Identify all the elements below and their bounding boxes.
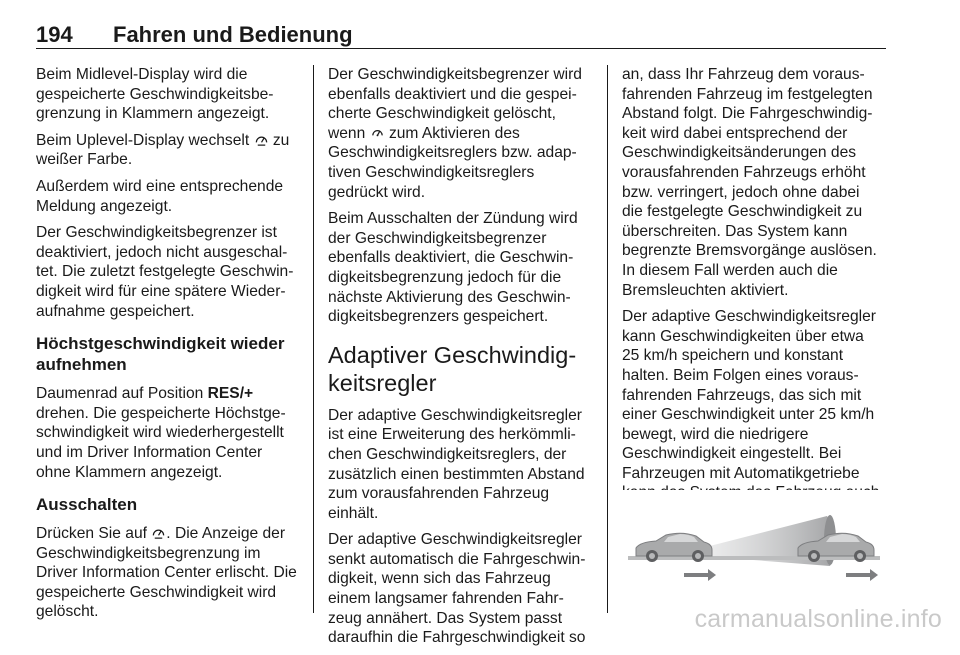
res-plus-label: RES/+ [207, 385, 254, 403]
adaptive-cruise-illustration [622, 490, 886, 600]
paragraph: Beim Midlevel-Display wird die gespeicherte Geschwindigkeitsbe- grenzung in Klammern angezeigt. [36, 66, 274, 123]
chapter-title: Fahren und Bedienung [113, 22, 353, 47]
speed-limiter-icon [254, 132, 269, 147]
road [628, 556, 880, 560]
paragraph: Der Geschwindigkeitsbegrenzer ist deaktiviert, jedoch nicht ausgeschal- tet. Die zuletzt festgelegte Geschwin- digkeit wird für eine spätere Wieder- aufnahme gespeichert. [36, 224, 294, 320]
text-span: Drücken Sie auf [36, 525, 152, 543]
column-divider [313, 65, 314, 613]
column-2 [328, 65, 596, 655]
paragraph: an, dass Ihr Fahrzeug dem voraus- fahrenden Fahrzeug im festgelegten Abstand folgt. Die Fahrgeschwindig- keit wird dabei entsprechend der Geschwindigkeitsänderungen des vorausfahrenden Fahrzeugs erhöht bzw. verringert, jedoch ohne dabei die festgelegte Geschwindigkeit zu überschreiten. Das System kann begrenzte Bremsvorgänge auslösen. In diesem Fall werden auch die Bremsleuchten aktiviert. [622, 66, 877, 299]
column-3 [622, 65, 890, 530]
column-divider [607, 65, 608, 613]
watermark: carmanualsonline.info [694, 605, 942, 633]
subheading-switch-off: Ausschalten [36, 495, 138, 515]
illustration-svg [622, 490, 886, 600]
paragraph [36, 524, 304, 622]
cruise-control-icon [370, 125, 385, 140]
text-span: drehen. Die gespeicherte Höchstge- schwindigkeit wird wiederhergestellt und im Driver Information Center ohne Klammern angezeigt. [36, 404, 286, 481]
subheading-resume: Höchstgeschwindigkeit wieder aufnehmen [36, 334, 285, 375]
text-span: Daumenrad auf Position [36, 385, 208, 403]
column-1 [36, 65, 304, 629]
paragraph [36, 384, 304, 482]
page-header [36, 22, 886, 50]
text-span: Der Geschwindigkeitsbegrenzer wird ebenfalls deaktiviert und die gespei- cherte Geschwindigkeit gelöscht, wenn [328, 66, 582, 142]
text-span: zum Aktivieren des Geschwindigkeitsreglers bzw. adap- tiven Geschwindigkeitsreglers gedrückt wird. [328, 124, 577, 201]
text-span: zu weißer Farbe. [36, 131, 290, 169]
header-rule [36, 48, 886, 49]
paragraph: Der adaptive Geschwindigkeitsregler senkt automatisch die Fahrgeschwin- digkeit, wenn sich das Fahrzeug einem langsamer fahrenden Fahr- zeug annähert. Das System passt daraufhin die Fahrgeschwindigkeit so [328, 531, 586, 647]
paragraph [328, 65, 596, 202]
paragraph: Beim Ausschalten der Zündung wird der Geschwindigkeitsbegrenzer ebenfalls deaktiviert, die Geschwin- digkeitsbegrenzung jedoch für die nächste Aktivierung des Geschwin- digkeitsbegrenzers gespeichert. [328, 210, 578, 326]
text-span: . Die Anzeige der Geschwindigkeitsbegrenzung im Driver Information Center erlischt. Die gespeicherte Geschwindigkeit wird gelöscht. [36, 525, 297, 621]
text-span: Beim Uplevel-Display wechselt [36, 131, 254, 149]
arrow-right-icon [846, 569, 878, 581]
paragraph: Der adaptive Geschwindigkeitsregler ist eine Erweiterung des herkömmli- chen Geschwindigkeitsreglers, der zusätzlich einen bestimmten Abstand zum vorausfahrenden Fahrzeug einhält. [328, 406, 585, 522]
section-heading-acc: Adaptiver Geschwindig- keitsregler [328, 341, 577, 396]
paragraph: Außerdem wird eine entsprechende Meldung angezeigt. [36, 177, 284, 215]
paragraph: Der adaptive Geschwindigkeitsregler kann Geschwindigkeiten über etwa 25 km/h speichern und konstant halten. Beim Folgen eines voraus- fahrenden Fahrzeugs, das sich mit einer Geschwindigkeit unter 25 km/h bewegt, wird die niedrigere Geschwindigkeit eingestellt. Bei Fahrzeugen mit Automatikgetriebe [622, 308, 876, 482]
paragraph [36, 131, 304, 170]
page-number: 194 [36, 22, 73, 47]
speed-limiter-icon [151, 525, 166, 540]
arrow-right-icon [684, 569, 716, 581]
